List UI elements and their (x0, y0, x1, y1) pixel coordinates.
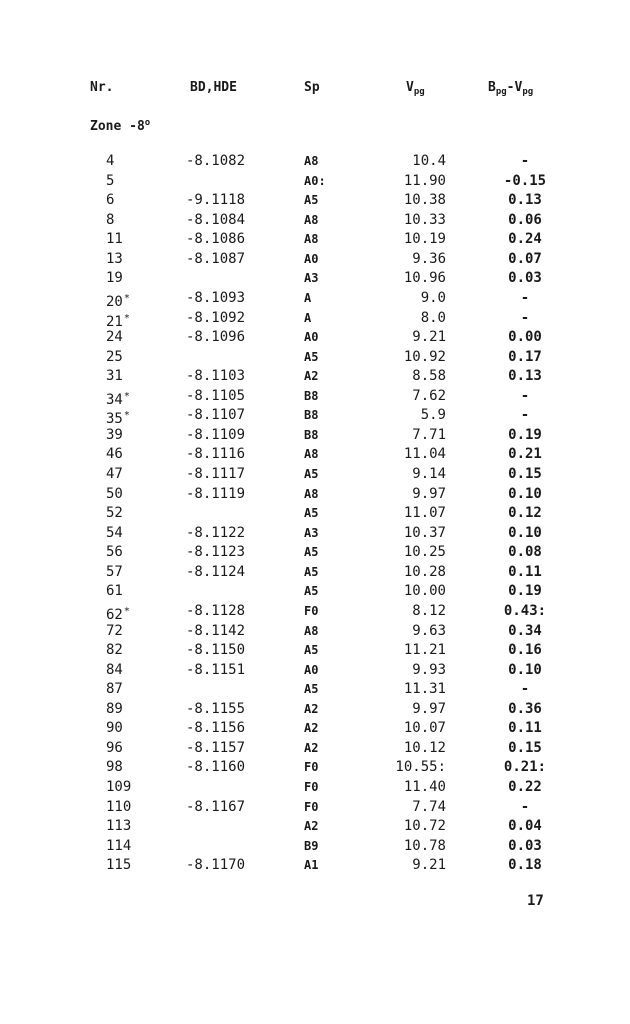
bv-pg-cell: - (520, 153, 530, 169)
nr-value: 24 (106, 329, 123, 346)
nr-cell (106, 543, 123, 563)
sp-cell: A2 (304, 369, 319, 384)
v-pg-cell: 10.38 (403, 192, 446, 209)
table-row (0, 250, 630, 270)
nr-cell (106, 367, 123, 387)
table-row (0, 798, 630, 818)
sp-cell: B9 (304, 838, 319, 853)
v-pg-cell: 10.25 (403, 544, 446, 561)
table-row (0, 328, 630, 348)
table-row (0, 602, 630, 622)
nr-value: 98 (106, 759, 123, 776)
header-v-pg: $V_{pg}$ (406, 80, 425, 97)
nr-value: 109 (106, 779, 132, 795)
table-row (0, 661, 630, 681)
bv-pg-cell: 0.43: (503, 602, 547, 619)
header-bd-hde: BD,HDE (190, 80, 237, 95)
nr-cell (106, 230, 123, 250)
nr-value: 46 (106, 446, 123, 463)
nr-value: 6 (106, 192, 115, 209)
nr-value: 50 (106, 485, 123, 502)
header-nr: Nr. (90, 80, 114, 95)
nr-cell (106, 856, 131, 876)
v-pg-cell: 9.93 (412, 661, 446, 678)
table-row (0, 309, 630, 329)
nr-cell (106, 817, 131, 837)
nr-cell (106, 348, 123, 368)
v-pg-cell: 8.12 (412, 602, 446, 619)
table-row (0, 152, 630, 172)
bv-pg-cell: 0.11 (508, 563, 542, 580)
bv-pg-cell: 0.00 (508, 329, 542, 346)
nr-cell (106, 152, 114, 172)
bv-pg-cell: 0.15 (508, 739, 542, 756)
sp-cell: A3 (304, 525, 319, 540)
table-row (0, 563, 630, 583)
sp-cell: A8 (304, 154, 319, 168)
v-pg-cell: 10.00 (403, 583, 446, 600)
bv-pg-cell: -0.15 (503, 172, 547, 189)
sp-cell: A0 (304, 330, 319, 345)
nr-value: 62 (106, 606, 123, 623)
sp-cell: A8 (304, 232, 319, 247)
bd-cell: -8.1123 (186, 544, 246, 561)
nr-cell (106, 778, 131, 798)
bv-pg-cell: 0.03 (508, 270, 542, 287)
bd-cell: -8.1155 (186, 700, 246, 717)
bd-cell: -9.1118 (186, 192, 246, 209)
bd-cell: -8.1109 (186, 426, 246, 443)
nr-value: 89 (106, 700, 123, 717)
bv-pg-cell: 0.13 (508, 192, 542, 209)
bv-pg-cell: 0.17 (508, 348, 542, 365)
bv-pg-cell: 0.21: (503, 759, 547, 776)
bd-cell: -8.1116 (186, 446, 246, 463)
nr-value: 115 (106, 857, 132, 874)
sp-cell: A5 (304, 584, 319, 599)
nr-value: 39 (106, 426, 123, 443)
bd-cell: -8.1105 (186, 387, 246, 404)
bd-cell: -8.1117 (186, 466, 246, 482)
bd-cell: -8.1124 (186, 563, 246, 580)
v-pg-cell: 10.96 (403, 270, 446, 287)
v-pg-cell: 8.0 (420, 309, 446, 326)
v-pg-cell: 10.4 (412, 153, 446, 169)
bd-cell: -8.1157 (186, 739, 246, 756)
bd-cell: -8.1142 (186, 622, 246, 639)
sp-cell: A2 (304, 701, 319, 716)
page-number: 17 (527, 893, 544, 909)
nr-value: 21 (106, 313, 123, 330)
table-row (0, 622, 630, 642)
nr-cell (106, 837, 131, 857)
nr-cell (106, 758, 123, 778)
bv-pg-cell: 0.24 (508, 231, 542, 248)
nr-cell (106, 250, 123, 270)
nr-cell (106, 641, 123, 661)
nr-value: 82 (106, 642, 123, 659)
sp-cell: F0 (304, 603, 319, 618)
sp-cell: A5 (304, 682, 319, 697)
bd-cell: -8.1107 (186, 407, 246, 424)
nr-cell (106, 719, 123, 739)
table-row (0, 485, 630, 505)
nr-cell (106, 211, 114, 231)
v-pg-cell: 9.21 (412, 329, 446, 346)
bd-cell: -8.1086 (186, 231, 246, 248)
nr-value: 20 (106, 293, 123, 310)
bd-cell: -8.1087 (186, 250, 246, 267)
nr-value: 57 (106, 563, 123, 580)
table-row (0, 230, 630, 250)
nr-value: 96 (106, 739, 123, 756)
nr-value: 84 (106, 661, 123, 678)
sp-cell: A2 (304, 819, 319, 834)
bd-cell: -8.1156 (186, 720, 246, 737)
table-row (0, 856, 630, 876)
bd-cell: -8.1167 (186, 798, 246, 815)
bd-cell: -8.1082 (186, 153, 246, 169)
nr-value: 72 (106, 622, 123, 639)
v-pg-cell: 9.36 (412, 250, 446, 267)
table-row (0, 700, 630, 720)
bv-pg-cell: 0.10 (508, 485, 542, 502)
v-pg-cell: 5.9 (420, 407, 446, 424)
bv-pg-cell: 0.36 (508, 700, 542, 717)
nr-value: 47 (106, 466, 123, 482)
bv-pg-cell: 0.07 (508, 250, 542, 267)
bd-cell: -8.1122 (186, 524, 246, 541)
sp-cell: A (304, 290, 312, 305)
v-pg-cell: 9.0 (420, 289, 446, 306)
v-pg-cell: 7.62 (412, 387, 446, 404)
table-row (0, 778, 630, 798)
v-pg-cell: 11.90 (403, 172, 446, 189)
table-row (0, 837, 630, 857)
v-pg-cell: 11.21 (403, 642, 446, 659)
nr-value: 90 (106, 720, 123, 737)
table-row (0, 524, 630, 544)
nr-value: 8 (106, 211, 115, 228)
bv-pg-cell: - (520, 407, 530, 424)
sp-cell: A5 (304, 564, 319, 579)
table-row (0, 758, 630, 778)
bd-cell: -8.1093 (186, 289, 246, 306)
v-pg-cell: 11.04 (403, 446, 446, 463)
sp-cell: B8 (304, 408, 319, 423)
table-row (0, 426, 630, 446)
bv-pg-cell: 0.16 (508, 642, 542, 659)
table-row (0, 641, 630, 661)
bd-cell: -8.1103 (186, 368, 246, 385)
v-pg-cell: 10.33 (403, 211, 446, 228)
nr-value: 31 (106, 368, 123, 385)
nr-value: 11 (106, 231, 123, 248)
bv-pg-cell: 0.19 (508, 583, 542, 600)
nr-cell (106, 172, 114, 192)
v-pg-cell: 7.74 (412, 798, 446, 815)
nr-value: 54 (106, 524, 123, 541)
sp-cell: A8 (304, 623, 319, 638)
sp-cell: A5 (304, 506, 319, 521)
table-row (0, 387, 630, 407)
bd-cell: -8.1084 (186, 211, 246, 228)
nr-cell (106, 465, 123, 485)
sp-cell: A2 (304, 721, 319, 736)
sp-cell: F0 (304, 799, 319, 814)
nr-value: 110 (106, 798, 132, 815)
nr-cell (106, 504, 123, 524)
v-pg-cell: 7.71 (412, 426, 446, 443)
note-asterisk: * (123, 605, 130, 617)
nr-value: 19 (106, 270, 123, 287)
sp-cell: A0: (304, 173, 326, 188)
sp-cell: A0 (304, 251, 319, 266)
nr-value: 52 (106, 505, 123, 522)
nr-cell (106, 661, 123, 681)
table-row (0, 445, 630, 465)
v-pg-cell: 10.19 (403, 231, 446, 248)
sp-cell: A3 (304, 271, 319, 286)
nr-cell (106, 445, 123, 465)
zone-heading: Zone -8$^o$ (90, 118, 151, 134)
table-row (0, 582, 630, 602)
v-pg-cell: 10.07 (403, 720, 446, 737)
v-pg-cell: 11.31 (403, 681, 446, 698)
bv-pg-cell: 0.03 (508, 837, 542, 854)
v-pg-cell: 10.12 (403, 739, 446, 756)
bd-cell: -8.1170 (186, 857, 246, 874)
bv-pg-cell: 0.34 (508, 622, 542, 639)
nr-cell (106, 426, 123, 446)
bv-pg-cell: 0.15 (508, 466, 542, 482)
table-row (0, 739, 630, 759)
v-pg-cell: 9.97 (412, 485, 446, 502)
v-pg-cell: 9.14 (412, 466, 446, 482)
bv-pg-cell: 0.08 (508, 544, 542, 561)
sp-cell: A8 (304, 212, 319, 227)
nr-value: 34 (106, 391, 123, 408)
nr-cell (106, 524, 123, 544)
table-row (0, 719, 630, 739)
note-asterisk: * (123, 312, 130, 324)
nr-value: 87 (106, 681, 123, 698)
header-sp: Sp (304, 80, 320, 95)
table-row (0, 543, 630, 563)
nr-cell (106, 680, 123, 700)
nr-cell (106, 739, 123, 759)
nr-value: 61 (106, 583, 123, 600)
nr-value: 56 (106, 544, 123, 561)
nr-value: 13 (106, 250, 123, 267)
bd-cell: -8.1092 (186, 309, 246, 326)
table-row (0, 504, 630, 524)
v-pg-cell: 10.37 (403, 524, 446, 541)
nr-cell (106, 563, 123, 583)
nr-cell (106, 269, 123, 289)
v-pg-cell: 9.63 (412, 622, 446, 639)
v-pg-cell: 11.07 (403, 505, 446, 522)
bv-pg-cell: 0.11 (508, 720, 542, 737)
sp-cell: B8 (304, 388, 319, 403)
table-row (0, 817, 630, 837)
sp-cell: A5 (304, 643, 319, 658)
bd-cell: -8.1151 (186, 661, 246, 678)
header-bv-pg: $B_{pg}-V_{pg}$ (488, 80, 534, 97)
bv-pg-cell: 0.18 (508, 857, 542, 874)
sp-cell: A8 (304, 486, 319, 501)
bd-cell: -8.1096 (186, 329, 246, 346)
table-row (0, 289, 630, 309)
bv-pg-cell: - (520, 387, 530, 404)
bd-cell: -8.1128 (186, 602, 246, 619)
nr-value: 113 (106, 818, 132, 835)
nr-cell (106, 798, 131, 818)
nr-cell (106, 622, 123, 642)
nr-cell (106, 191, 114, 211)
sp-cell: F0 (304, 780, 319, 794)
bv-pg-cell: - (520, 289, 530, 306)
sp-cell: F0 (304, 760, 319, 775)
bv-pg-cell: 0.04 (508, 818, 542, 835)
sp-cell: A5 (304, 467, 319, 481)
v-pg-cell: 9.97 (412, 700, 446, 717)
note-asterisk: * (123, 292, 130, 304)
bv-pg-cell: 0.06 (508, 211, 542, 228)
table-row (0, 172, 630, 192)
table-row (0, 406, 630, 426)
sp-cell: B8 (304, 427, 319, 442)
sp-cell: A8 (304, 447, 319, 462)
nr-value: 114 (106, 837, 132, 854)
bv-pg-cell: 0.22 (508, 779, 542, 795)
table-row (0, 465, 630, 485)
bv-pg-cell: - (520, 798, 530, 815)
bd-cell: -8.1150 (186, 642, 246, 659)
v-pg-cell: 10.78 (403, 837, 446, 854)
star-table (0, 152, 630, 876)
table-row (0, 269, 630, 289)
nr-cell (106, 700, 123, 720)
v-pg-cell: 10.72 (403, 818, 446, 835)
sp-cell: A1 (304, 858, 319, 873)
table-row (0, 211, 630, 231)
table-row (0, 367, 630, 387)
bv-pg-cell: 0.10 (508, 661, 542, 678)
bd-cell: -8.1119 (186, 485, 246, 502)
bv-pg-cell: 0.19 (508, 426, 542, 443)
sp-cell: A (304, 310, 312, 325)
bv-pg-cell: 0.10 (508, 524, 542, 541)
table-row (0, 191, 630, 211)
sp-cell: A2 (304, 740, 319, 755)
bv-pg-cell: 0.21 (508, 446, 542, 463)
bv-pg-cell: - (520, 309, 530, 326)
nr-cell (106, 485, 123, 505)
nr-cell (106, 582, 123, 602)
sp-cell: A5 (304, 545, 319, 560)
sp-cell: A0 (304, 662, 319, 677)
v-pg-cell: 11.40 (403, 779, 446, 795)
nr-value: 35 (106, 411, 123, 428)
table-row (0, 348, 630, 368)
v-pg-cell: 8.58 (412, 368, 446, 385)
nr-value: 25 (106, 348, 123, 365)
nr-value: 4 (106, 153, 115, 169)
note-asterisk: * (123, 390, 130, 402)
table-row (0, 680, 630, 700)
bv-pg-cell: 0.13 (508, 368, 542, 385)
bv-pg-cell: - (520, 681, 530, 698)
v-pg-cell: 9.21 (412, 857, 446, 874)
sp-cell: A5 (304, 349, 319, 364)
v-pg-cell: 10.92 (403, 348, 446, 365)
v-pg-cell: 10.55: (395, 759, 446, 776)
nr-value: 5 (106, 172, 115, 189)
bv-pg-cell: 0.12 (508, 505, 542, 522)
v-pg-cell: 10.28 (403, 563, 446, 580)
nr-cell (106, 328, 123, 348)
bd-cell: -8.1160 (186, 759, 246, 776)
note-asterisk: * (123, 410, 130, 422)
sp-cell: A5 (304, 193, 319, 208)
